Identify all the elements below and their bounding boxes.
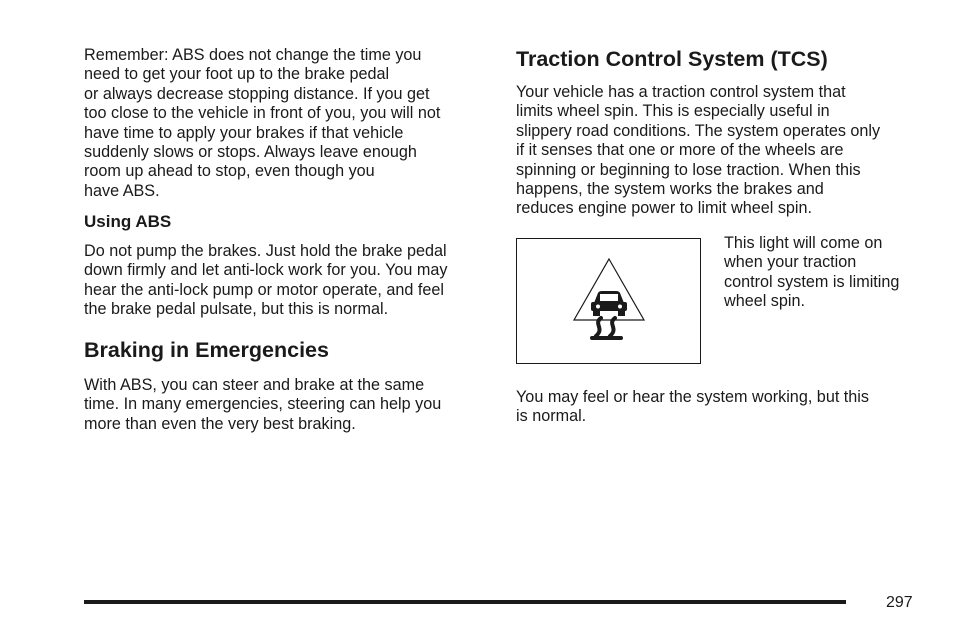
indicator-light-description (724, 234, 899, 312)
text-line: suddenly slows or stops. Always leave enough (84, 143, 417, 162)
text-line: room up ahead to stop, even though you (84, 162, 375, 181)
text-line: when your traction (724, 253, 857, 272)
text-line: time. In many emergencies, steering can help you (84, 395, 442, 414)
text-line: wheel spin. (724, 292, 805, 311)
text-line: With ABS, you can steer and brake at the same (84, 376, 425, 394)
tcs-paragraph (516, 83, 880, 219)
text-line: This light will come on (724, 234, 883, 252)
braking-emergencies-paragraph (84, 376, 441, 434)
text-line: limits wheel spin. This is especially useful in (516, 102, 830, 121)
text-line: Do not pump the brakes. Just hold the brake pedal (84, 242, 447, 260)
text-line: if it senses that one or more of the wheels are (516, 141, 844, 160)
text-line: Your vehicle has a traction control system that (516, 83, 846, 101)
text-line: Remember: ABS does not change the time you (84, 46, 422, 64)
text-line: You may feel or hear the system working, but this (516, 388, 870, 406)
left-column (84, 46, 494, 433)
text-line: slippery road conditions. The system operates only (516, 121, 881, 140)
text-line: have time to apply your brakes if that vehicle (84, 123, 404, 142)
tcs-heading: Traction Control System (TCS) (516, 47, 828, 71)
footer-divider (84, 600, 846, 604)
braking-emergencies-heading: Braking in Emergencies (84, 338, 329, 362)
text-line: down firmly and let anti-lock work for you. You may (84, 261, 448, 280)
text-line: happens, the system works the brakes and (516, 180, 824, 199)
text-line: is normal. (516, 407, 587, 426)
text-line: need to get your foot up to the brake pedal (84, 65, 390, 84)
traction-control-warning-icon (571, 256, 647, 348)
text-line: more than even the very best braking. (84, 414, 356, 433)
text-line: control system is limiting (724, 272, 900, 291)
text-line: spinning or beginning to lose traction. When this (516, 160, 861, 179)
indicator-light-box (516, 238, 701, 364)
using-abs-paragraph (84, 242, 447, 320)
using-abs-heading: Using ABS (84, 212, 172, 231)
text-line: or always decrease stopping distance. If you get (84, 84, 430, 103)
text-line: have ABS. (84, 181, 160, 200)
text-line: hear the anti-lock pump or motor operate, and feel (84, 280, 444, 299)
text-line: too close to the vehicle in front of you, you will not (84, 104, 441, 123)
page-number: 297 (886, 594, 913, 611)
text-line: the brake pedal pulsate, but this is normal. (84, 300, 389, 319)
system-working-paragraph (516, 388, 869, 427)
text-line: reduces engine power to limit wheel spin. (516, 199, 813, 218)
abs-reminder-paragraph (84, 46, 494, 201)
